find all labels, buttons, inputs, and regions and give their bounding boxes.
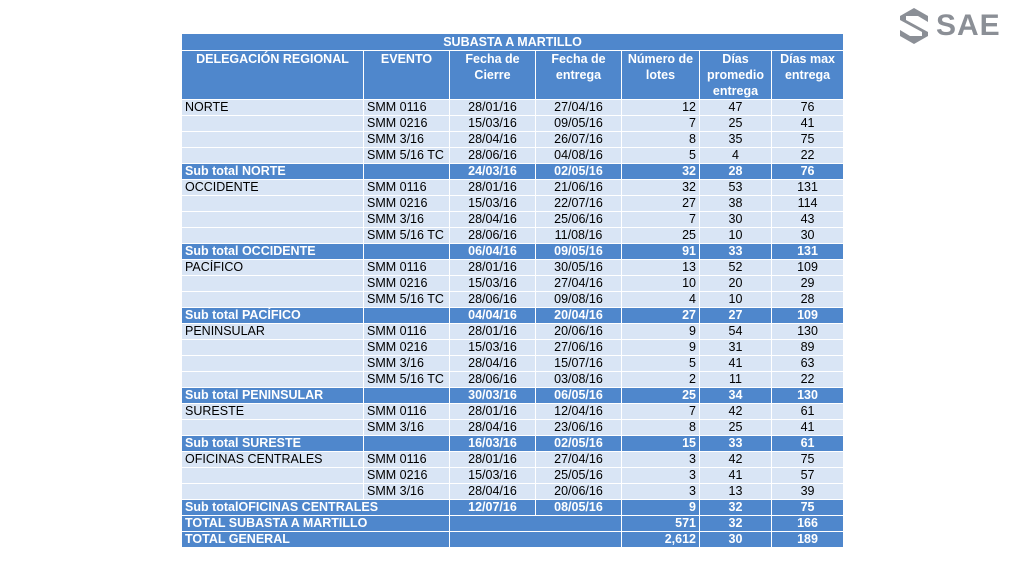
cell-fecha-cierre: 30/03/16 (450, 388, 536, 404)
subtotal-row (182, 500, 844, 516)
column-header-delegacion: DELEGACIÓN REGIONAL (182, 51, 364, 100)
table-row (182, 292, 844, 308)
cell-fecha-cierre: 15/03/16 (450, 340, 536, 356)
cell-dias-max: 41 (772, 116, 844, 132)
cell-dias-promedio: 13 (700, 484, 772, 500)
cell-fecha-entrega: 26/07/16 (536, 132, 622, 148)
cell-evento: SMM 3/16 (364, 356, 450, 372)
cell-lotes: 7 (622, 212, 700, 228)
cell-dias-promedio: 25 (700, 420, 772, 436)
cell-dias-max: 131 (772, 244, 844, 260)
cell-fecha-entrega: 11/08/16 (536, 228, 622, 244)
cell-lotes: 8 (622, 132, 700, 148)
cell-lotes: 3 (622, 484, 700, 500)
cell-fecha-entrega: 02/05/16 (536, 164, 622, 180)
total-label: TOTAL GENERAL (182, 532, 450, 548)
cell-dias-max: 22 (772, 148, 844, 164)
cell-delegacion: OFICINAS CENTRALES (182, 452, 364, 468)
table-row (182, 356, 844, 372)
cell-dias-promedio: 38 (700, 196, 772, 212)
logo-text: SAE (936, 9, 1001, 42)
cell-dias-max: 76 (772, 164, 844, 180)
subtotal-row (182, 436, 844, 452)
cell-fecha-cierre: 28/06/16 (450, 228, 536, 244)
cell-dias-max: 75 (772, 132, 844, 148)
table-row (182, 468, 844, 484)
cell-dias-max: 109 (772, 308, 844, 324)
cell-dias-promedio: 54 (700, 324, 772, 340)
table-row (182, 404, 844, 420)
cell-dias-max: 131 (772, 180, 844, 196)
cell-fecha-entrega: 03/08/16 (536, 372, 622, 388)
cell-evento: SMM 0216 (364, 340, 450, 356)
total-row (182, 516, 844, 532)
cell-dias-max: 22 (772, 372, 844, 388)
cell-lotes: 91 (622, 244, 700, 260)
cell-fecha-cierre: 28/04/16 (450, 420, 536, 436)
total-dias-promedio: 32 (700, 516, 772, 532)
total-dias-max: 189 (772, 532, 844, 548)
cell-lotes: 32 (622, 180, 700, 196)
sae-logo (898, 8, 1016, 44)
cell-delegacion: Sub totalOFICINAS CENTRALES (182, 500, 450, 516)
total-dias-max: 166 (772, 516, 844, 532)
cell-evento: SMM 5/16 TC (364, 372, 450, 388)
cell-fecha-entrega: 27/04/16 (536, 100, 622, 116)
auction-table (181, 33, 844, 548)
cell-lotes: 27 (622, 196, 700, 212)
cell-evento: SMM 0216 (364, 196, 450, 212)
cell-fecha-cierre: 16/03/16 (450, 436, 536, 452)
cell-dias-max: 61 (772, 404, 844, 420)
cell-lotes: 9 (622, 500, 700, 516)
cell-dias-promedio: 41 (700, 356, 772, 372)
cell-dias-promedio: 42 (700, 452, 772, 468)
cell-delegacion (182, 276, 364, 292)
cell-evento: SMM 0216 (364, 116, 450, 132)
cell-dias-max: 109 (772, 260, 844, 276)
table-row (182, 372, 844, 388)
cell-fecha-cierre: 28/06/16 (450, 148, 536, 164)
table-row (182, 484, 844, 500)
cell-fecha-cierre: 28/01/16 (450, 404, 536, 420)
cell-delegacion: Sub total OCCIDENTE (182, 244, 364, 260)
table-row (182, 212, 844, 228)
cell-fecha-entrega: 20/04/16 (536, 308, 622, 324)
column-header-evento: EVENTO (364, 51, 450, 100)
cell-lotes: 9 (622, 340, 700, 356)
cell-dias-max: 75 (772, 500, 844, 516)
cell-fecha-cierre: 28/04/16 (450, 132, 536, 148)
cell-fecha-entrega: 04/08/16 (536, 148, 622, 164)
cell-evento: SMM 0116 (364, 404, 450, 420)
total-dias-promedio: 30 (700, 532, 772, 548)
cell-evento: SMM 0116 (364, 452, 450, 468)
cell-fecha-cierre: 28/04/16 (450, 356, 536, 372)
total-row (182, 532, 844, 548)
cell-fecha-entrega: 30/05/16 (536, 260, 622, 276)
total-blank (450, 516, 622, 532)
cell-delegacion (182, 116, 364, 132)
cell-dias-promedio: 28 (700, 164, 772, 180)
cell-dias-promedio: 4 (700, 148, 772, 164)
cell-lotes: 9 (622, 324, 700, 340)
cell-dias-promedio: 10 (700, 292, 772, 308)
cell-dias-max: 61 (772, 436, 844, 452)
cell-fecha-entrega: 09/08/16 (536, 292, 622, 308)
table-row (182, 452, 844, 468)
cell-fecha-entrega: 15/07/16 (536, 356, 622, 372)
cell-dias-max: 30 (772, 228, 844, 244)
cell-dias-promedio: 34 (700, 388, 772, 404)
cell-fecha-entrega: 20/06/16 (536, 324, 622, 340)
cell-evento (364, 436, 450, 452)
cell-lotes: 3 (622, 468, 700, 484)
cell-evento (364, 388, 450, 404)
cell-delegacion: PACÍFICO (182, 260, 364, 276)
cell-fecha-cierre: 28/04/16 (450, 212, 536, 228)
cell-fecha-entrega: 06/05/16 (536, 388, 622, 404)
cell-dias-max: 28 (772, 292, 844, 308)
subtotal-row (182, 308, 844, 324)
table-row (182, 276, 844, 292)
cell-evento (364, 244, 450, 260)
total-lotes: 571 (622, 516, 700, 532)
cell-evento: SMM 3/16 (364, 420, 450, 436)
cell-dias-max: 39 (772, 484, 844, 500)
cell-delegacion (182, 228, 364, 244)
cell-evento: SMM 0216 (364, 276, 450, 292)
total-blank (450, 532, 622, 548)
table-row (182, 196, 844, 212)
cell-dias-max: 130 (772, 324, 844, 340)
subtotal-row (182, 244, 844, 260)
cell-delegacion (182, 468, 364, 484)
cell-fecha-entrega: 25/06/16 (536, 212, 622, 228)
cell-fecha-cierre: 28/06/16 (450, 372, 536, 388)
column-header-dias-promedio: Días promedio entrega (700, 51, 772, 100)
cell-dias-promedio: 53 (700, 180, 772, 196)
cell-dias-promedio: 33 (700, 436, 772, 452)
cell-dias-promedio: 20 (700, 276, 772, 292)
cell-delegacion (182, 372, 364, 388)
cell-lotes: 12 (622, 100, 700, 116)
cell-fecha-entrega: 09/05/16 (536, 116, 622, 132)
cell-delegacion: NORTE (182, 100, 364, 116)
cell-delegacion (182, 340, 364, 356)
cell-fecha-entrega: 20/06/16 (536, 484, 622, 500)
cell-dias-promedio: 47 (700, 100, 772, 116)
cell-fecha-cierre: 06/04/16 (450, 244, 536, 260)
total-label: TOTAL SUBASTA A MARTILLO (182, 516, 450, 532)
cell-delegacion (182, 196, 364, 212)
cell-delegacion: Sub total SURESTE (182, 436, 364, 452)
table-row (182, 180, 844, 196)
cell-dias-max: 114 (772, 196, 844, 212)
subtotal-row (182, 164, 844, 180)
table-row (182, 100, 844, 116)
cell-fecha-cierre: 28/01/16 (450, 452, 536, 468)
cell-fecha-cierre: 15/03/16 (450, 196, 536, 212)
cell-dias-max: 41 (772, 420, 844, 436)
cell-fecha-entrega: 02/05/16 (536, 436, 622, 452)
cell-fecha-cierre: 28/06/16 (450, 292, 536, 308)
cell-fecha-entrega: 27/06/16 (536, 340, 622, 356)
table-row (182, 260, 844, 276)
cell-delegacion (182, 420, 364, 436)
cell-dias-max: 130 (772, 388, 844, 404)
cell-dias-max: 29 (772, 276, 844, 292)
cell-evento: SMM 0116 (364, 260, 450, 276)
cell-fecha-cierre: 28/04/16 (450, 484, 536, 500)
cell-fecha-entrega: 12/04/16 (536, 404, 622, 420)
column-header-fecha-entrega: Fecha de entrega (536, 51, 622, 100)
cell-dias-promedio: 10 (700, 228, 772, 244)
cell-lotes: 3 (622, 452, 700, 468)
cell-fecha-entrega: 23/06/16 (536, 420, 622, 436)
column-header-numero-lotes: Número de lotes (622, 51, 700, 100)
cell-dias-promedio: 27 (700, 308, 772, 324)
table-header-row (182, 51, 844, 100)
cell-lotes: 25 (622, 228, 700, 244)
table-row (182, 420, 844, 436)
column-header-dias-max: Días max entrega (772, 51, 844, 100)
cell-lotes: 15 (622, 436, 700, 452)
cell-dias-promedio: 32 (700, 500, 772, 516)
cell-fecha-cierre: 15/03/16 (450, 276, 536, 292)
table-title: SUBASTA A MARTILLO (182, 34, 844, 51)
cell-dias-promedio: 35 (700, 132, 772, 148)
cell-evento: SMM 3/16 (364, 132, 450, 148)
table-title-row (182, 34, 844, 51)
cell-fecha-cierre: 28/01/16 (450, 324, 536, 340)
cell-lotes: 7 (622, 404, 700, 420)
cell-fecha-entrega: 27/04/16 (536, 276, 622, 292)
cell-dias-max: 43 (772, 212, 844, 228)
cell-fecha-cierre: 12/07/16 (450, 500, 536, 516)
cell-dias-max: 75 (772, 452, 844, 468)
cell-dias-promedio: 33 (700, 244, 772, 260)
cell-fecha-cierre: 28/01/16 (450, 260, 536, 276)
cell-delegacion (182, 148, 364, 164)
cell-lotes: 7 (622, 116, 700, 132)
total-lotes: 2,612 (622, 532, 700, 548)
cell-dias-promedio: 11 (700, 372, 772, 388)
cell-fecha-cierre: 28/01/16 (450, 180, 536, 196)
cell-evento: SMM 3/16 (364, 212, 450, 228)
cell-dias-promedio: 31 (700, 340, 772, 356)
cell-fecha-cierre: 15/03/16 (450, 116, 536, 132)
cell-fecha-entrega: 08/05/16 (536, 500, 622, 516)
cell-lotes: 2 (622, 372, 700, 388)
cell-fecha-entrega: 27/04/16 (536, 452, 622, 468)
cell-dias-max: 57 (772, 468, 844, 484)
cell-lotes: 13 (622, 260, 700, 276)
column-header-fecha-cierre: Fecha de Cierre (450, 51, 536, 100)
cell-evento: SMM 0216 (364, 468, 450, 484)
cell-dias-promedio: 52 (700, 260, 772, 276)
cell-lotes: 32 (622, 164, 700, 180)
cell-delegacion (182, 292, 364, 308)
cell-lotes: 8 (622, 420, 700, 436)
cell-evento: SMM 0116 (364, 180, 450, 196)
cell-lotes: 27 (622, 308, 700, 324)
table-row (182, 132, 844, 148)
cell-dias-max: 89 (772, 340, 844, 356)
cell-dias-max: 63 (772, 356, 844, 372)
cell-evento: SMM 5/16 TC (364, 228, 450, 244)
cell-delegacion (182, 132, 364, 148)
cell-dias-promedio: 41 (700, 468, 772, 484)
cell-dias-promedio: 30 (700, 212, 772, 228)
table-row (182, 324, 844, 340)
table-row (182, 148, 844, 164)
cell-fecha-cierre: 24/03/16 (450, 164, 536, 180)
cell-evento: SMM 5/16 TC (364, 148, 450, 164)
cell-dias-promedio: 25 (700, 116, 772, 132)
cell-fecha-cierre: 15/03/16 (450, 468, 536, 484)
cell-evento (364, 164, 450, 180)
subtotal-row (182, 388, 844, 404)
cell-fecha-entrega: 21/06/16 (536, 180, 622, 196)
cell-evento: SMM 0116 (364, 324, 450, 340)
cell-evento: SMM 0116 (364, 100, 450, 116)
cell-lotes: 5 (622, 356, 700, 372)
cell-evento (364, 308, 450, 324)
sae-s-icon (898, 8, 930, 44)
cell-fecha-cierre: 04/04/16 (450, 308, 536, 324)
cell-delegacion (182, 484, 364, 500)
cell-dias-promedio: 42 (700, 404, 772, 420)
cell-evento: SMM 5/16 TC (364, 292, 450, 308)
cell-delegacion: Sub total NORTE (182, 164, 364, 180)
table-row (182, 228, 844, 244)
cell-delegacion (182, 356, 364, 372)
cell-fecha-entrega: 25/05/16 (536, 468, 622, 484)
table-row (182, 116, 844, 132)
cell-lotes: 25 (622, 388, 700, 404)
cell-delegacion: SURESTE (182, 404, 364, 420)
cell-delegacion: PENINSULAR (182, 324, 364, 340)
cell-dias-max: 76 (772, 100, 844, 116)
cell-fecha-entrega: 09/05/16 (536, 244, 622, 260)
table-row (182, 340, 844, 356)
cell-delegacion (182, 212, 364, 228)
cell-fecha-entrega: 22/07/16 (536, 196, 622, 212)
cell-evento: SMM 3/16 (364, 484, 450, 500)
cell-delegacion: Sub total PACÍFICO (182, 308, 364, 324)
cell-lotes: 5 (622, 148, 700, 164)
cell-delegacion: OCCIDENTE (182, 180, 364, 196)
cell-lotes: 10 (622, 276, 700, 292)
cell-lotes: 4 (622, 292, 700, 308)
cell-fecha-cierre: 28/01/16 (450, 100, 536, 116)
cell-delegacion: Sub total PENINSULAR (182, 388, 364, 404)
